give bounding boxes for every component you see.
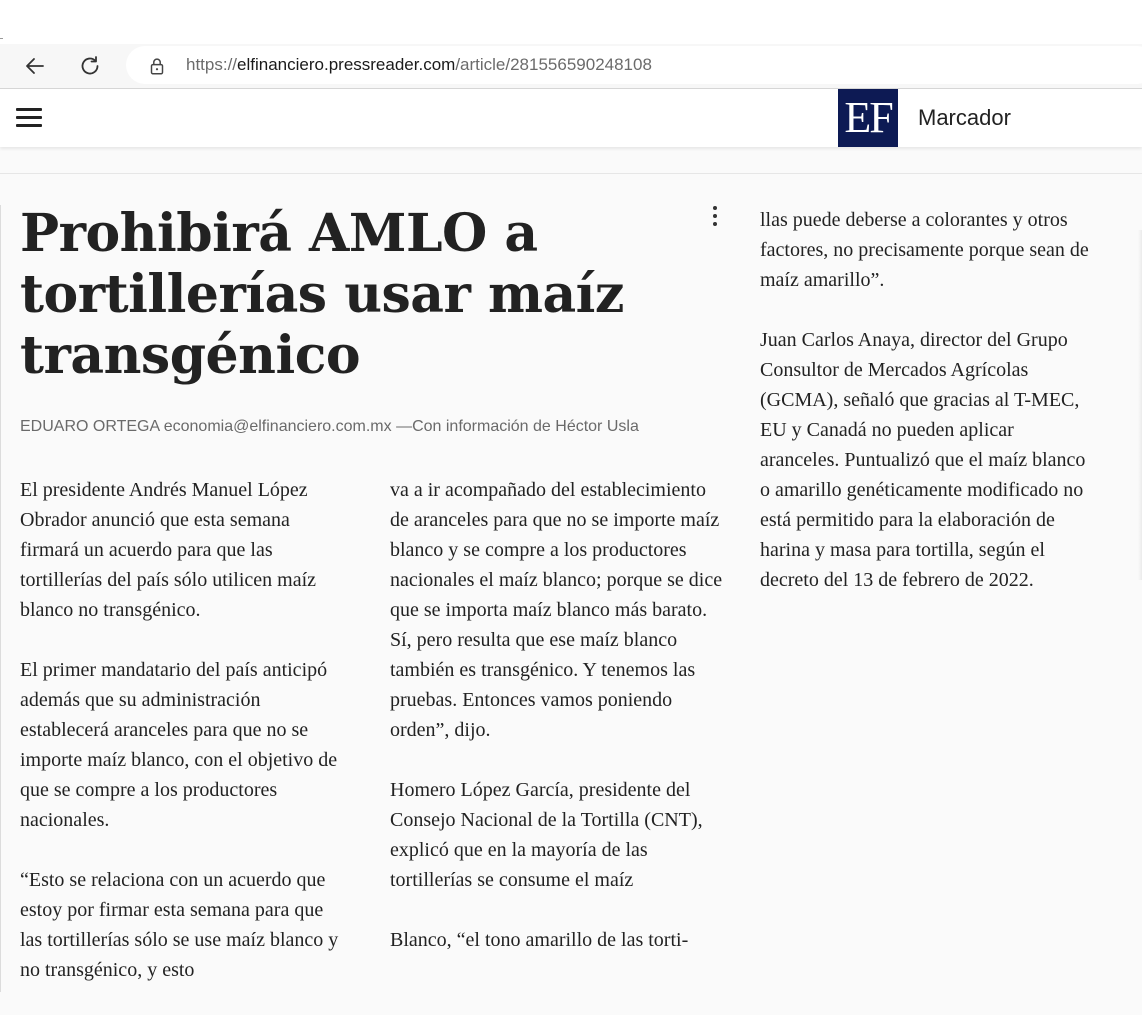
publication-logo[interactable]: EF (838, 89, 898, 147)
window-top-strip (0, 0, 1142, 44)
reload-icon (78, 54, 102, 78)
back-button[interactable] (20, 52, 50, 80)
more-vertical-icon[interactable] (705, 203, 725, 229)
browser-toolbar (0, 44, 1142, 89)
article-column-3 (760, 205, 1095, 625)
paragraph: “Esto se relaciona con un acuerdo que estoy por firmar esta semana para que las tortillerías sólo se use maíz blanco y no transgénico, y esto (20, 869, 339, 981)
paragraph: va a ir acompañado del establecimiento de aranceles para que no se importe maíz blanco y se compre a los productores nacionales el maíz blanco; porque se dice que se importa maíz blanco más barato. Sí, pero resulta que ese maíz blanco también es transgénico. Y tenemos las pruebas. Entonces vamos poniendo orden”, dijo. (390, 479, 723, 741)
url-path: /article/281556590248108 (455, 55, 652, 74)
site-header (0, 89, 1142, 147)
lock-icon[interactable] (146, 55, 168, 77)
paragraph: Blanco, “el tono amarillo de las torti- (390, 929, 689, 951)
hamburger-menu-icon[interactable] (16, 105, 42, 129)
paragraph: llas puede deberse a colorantes y otros factores, no precisamente porque sean de maíz amarillo”. (760, 209, 1089, 291)
article-left-rule (0, 205, 1, 992)
article-column-1 (20, 475, 350, 1015)
article-headline: Prohibirá AMLO a tortillerías usar maíz transgénico (20, 203, 624, 386)
paragraph: Homero López García, presidente del Consejo Nacional de la Tortilla (CNT), explicó que en la mayoría de las tortillerías se consume el maíz (390, 779, 703, 891)
url-host: elfinanciero.pressreader.com (237, 55, 456, 74)
paragraph: El presidente Andrés Manuel López Obrador anunció que esta semana firmará un acuerdo para que las tortillerías del país sólo utilicen maíz blanco no transgénico. (20, 479, 317, 621)
url-scheme: https:// (186, 55, 238, 74)
paragraph: El primer mandatario del país anticipó además que su administración establecerá aranceles para que no se importe maíz blanco, con el objetivo de que se compre a los productores nacionales. (20, 659, 338, 831)
article-column-2 (390, 475, 725, 985)
side-panel-edge (1138, 230, 1142, 580)
back-arrow-icon (23, 54, 47, 78)
reload-button[interactable] (75, 52, 105, 80)
url-text[interactable] (186, 46, 652, 84)
bookmark-link[interactable]: Marcador (918, 105, 1011, 130)
window-edge-mark (0, 38, 3, 39)
header-divider (0, 173, 1142, 174)
address-bar[interactable] (126, 46, 1142, 84)
article-byline: EDUARO ORTEGA economia@elfinanciero.com.mx —Con información de Héctor Usla (20, 418, 639, 435)
paragraph: Juan Carlos Anaya, director del Grupo Consultor de Mercados Agrícolas (GCMA), señaló que gracias al T-MEC, EU y Canadá no pueden aplicar aranceles. Puntualizó que el maíz blanco o amarillo genéticamente modificado no está permitido para la elaboración de harina y masa para tortilla, según el decreto del 13 de febrero de 2022. (760, 329, 1086, 591)
